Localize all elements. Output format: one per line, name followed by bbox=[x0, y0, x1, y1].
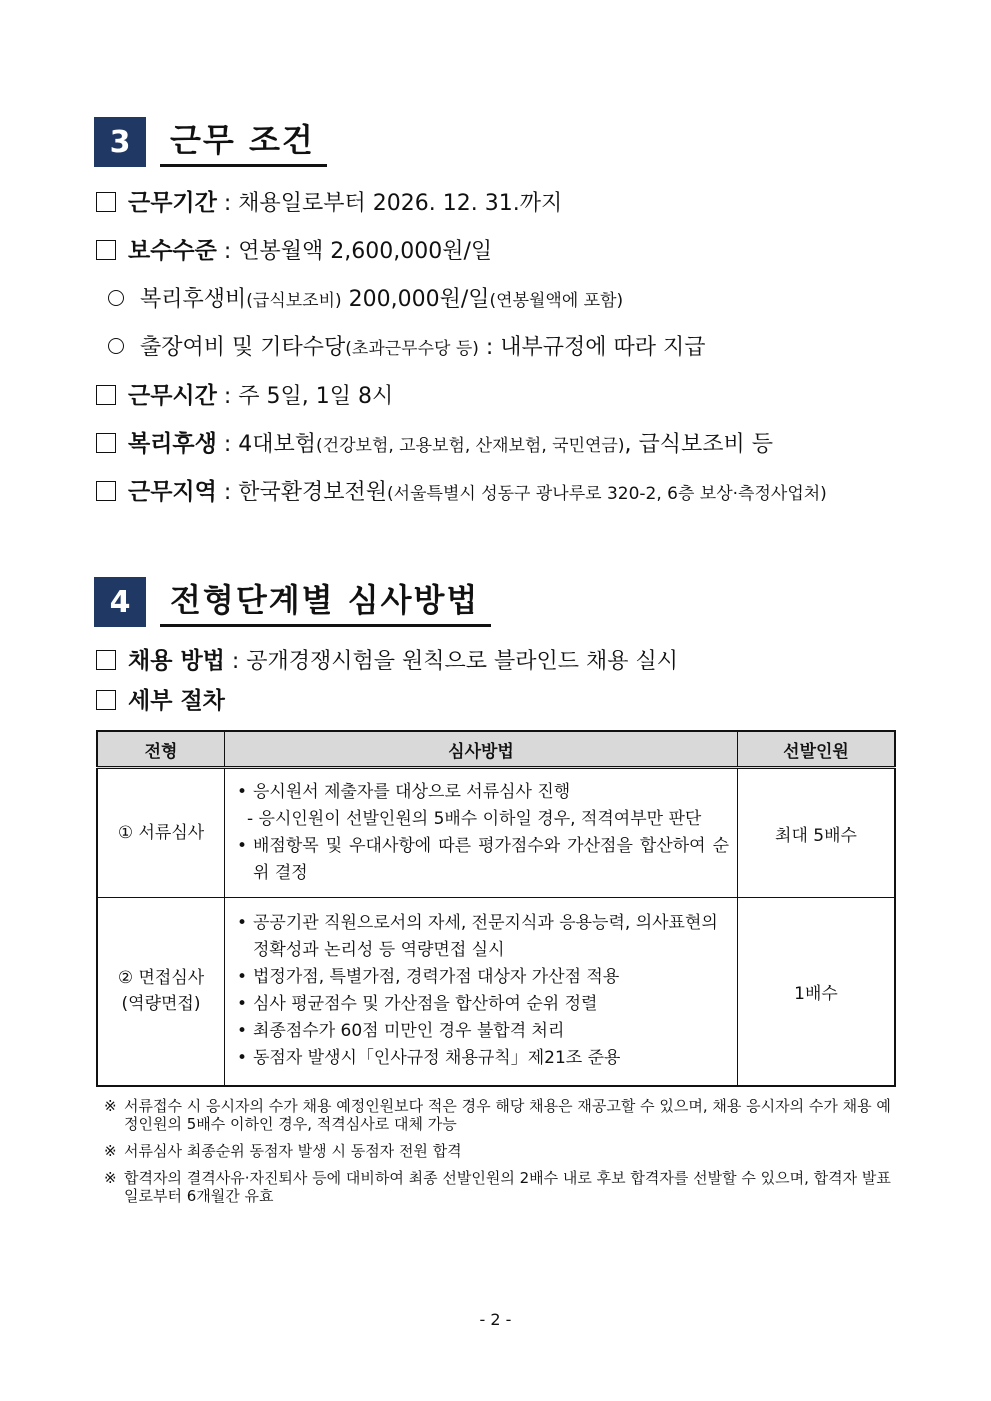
footnote: ※ 서류접수 시 응시자의 수가 채용 예정인원보다 적은 경우 해당 채용은 재공고할 수 있으며, 채용 응시자의 수가 채용 예정인원의 5배수 이하인 경우, 적격심사로 대체 가능 bbox=[104, 1097, 891, 1133]
header-count: 선발인원 bbox=[738, 731, 896, 768]
footnotes bbox=[104, 1097, 896, 1214]
section-3-heading bbox=[94, 117, 327, 167]
header-method: 심사방법 bbox=[225, 731, 738, 768]
list-item: • 응시원서 제출자를 대상으로 서류심사 진행 bbox=[233, 779, 729, 806]
table-row bbox=[97, 768, 895, 898]
item-label: 보수수준 bbox=[128, 238, 217, 264]
benefits-item: 복리후생 : 4대보험(건강보험, 고용보험, 산재보험, 국민연금), 급식보조비 등 bbox=[96, 429, 773, 461]
reference-mark-icon: ※ bbox=[104, 1142, 117, 1160]
footnote: ※ 서류심사 최종순위 동점자 발생 시 동점자 전원 합격 bbox=[104, 1142, 462, 1160]
section-3-number: 3 bbox=[94, 117, 146, 167]
reference-mark-icon: ※ bbox=[104, 1169, 117, 1187]
circle-bullet-icon bbox=[108, 290, 124, 306]
header-stage: 전형 bbox=[97, 731, 225, 768]
work-location-item: 근무지역 : 한국환경보전원(서울특별시 성동구 광나루로 320-2, 6층 보상·측정사업처) bbox=[96, 477, 827, 509]
work-period-item: 근무기간 : 채용일로부터 2026. 12. 31.까지 bbox=[96, 188, 562, 219]
checkbox-square-icon bbox=[96, 240, 116, 260]
reference-mark-icon: ※ bbox=[104, 1097, 117, 1115]
method-cell bbox=[225, 898, 738, 1086]
table-header-row bbox=[97, 731, 895, 768]
checkbox-square-icon bbox=[96, 192, 116, 212]
section-4-heading bbox=[94, 577, 491, 627]
item-label: 채용 방법 bbox=[128, 648, 225, 674]
travel-allowance-subitem: 출장여비 및 기타수당(초과근무수당 등) : 내부규정에 따라 지급 bbox=[108, 333, 706, 364]
section-3-title-underline bbox=[160, 120, 327, 167]
item-value: 공개경쟁시험을 원칙으로 블라인드 채용 실시 bbox=[246, 649, 679, 674]
stage-cell: ② 면접심사 (역량면접) bbox=[97, 898, 225, 1086]
stage-cell: ① 서류심사 bbox=[97, 768, 225, 898]
hiring-method-item: 채용 방법 : 공개경쟁시험을 원칙으로 블라인드 채용 실시 bbox=[96, 646, 678, 677]
table-row bbox=[97, 898, 895, 1086]
list-item: • 동점자 발생시「인사규정 채용규칙」제21조 준용 bbox=[233, 1045, 729, 1072]
list-item: • 공공기관 직원으로서의 자세, 전문지식과 응용능력, 의사표현의 정확성과 논리성 등 역량면접 실시 bbox=[233, 910, 729, 964]
item-value: 채용일로부터 2026. 12. 31.까지 bbox=[238, 191, 563, 216]
item-label: 복리후생 bbox=[128, 431, 217, 457]
footnote: ※ 합격자의 결격사유·자진퇴사 등에 대비하여 최종 선발인원의 2배수 내로 후보 합격자를 선발할 수 있으며, 합격자 발표일로부터 6개월간 유효 bbox=[104, 1169, 891, 1205]
salary-item: 보수수준 : 연봉월액 2,600,000원/일 bbox=[96, 236, 492, 267]
method-cell bbox=[225, 768, 738, 898]
list-item: - 응시인원이 선발인원의 5배수 이하일 경우, 적격여부만 판단 bbox=[247, 809, 702, 829]
screening-table bbox=[96, 730, 896, 1087]
checkbox-square-icon bbox=[96, 690, 116, 710]
list-item: • 심사 평균점수 및 가산점을 합산하여 순위 정렬 bbox=[233, 991, 729, 1018]
work-hours-item: 근무시간 : 주 5일, 1일 8시 bbox=[96, 381, 393, 412]
list-item: • 법정가점, 특별가점, 경력가점 대상자 가산점 적용 bbox=[233, 964, 729, 991]
item-value: 연봉월액 2,600,000원/일 bbox=[238, 239, 493, 264]
checkbox-square-icon bbox=[96, 481, 116, 501]
section-3-title: 근무 조건 bbox=[170, 121, 315, 159]
item-value: 주 5일, 1일 8시 bbox=[238, 384, 394, 409]
item-label: 근무지역 bbox=[128, 479, 217, 505]
count-cell: 최대 5배수 bbox=[738, 768, 896, 898]
section-4-number: 4 bbox=[94, 577, 146, 627]
item-label: 근무시간 bbox=[128, 383, 217, 409]
checkbox-square-icon bbox=[96, 650, 116, 670]
welfare-allowance-subitem: 복리후생비(급식보조비) 200,000원/일(연봉월액에 포함) bbox=[108, 285, 623, 316]
checkbox-square-icon bbox=[96, 385, 116, 405]
section-4-title: 전형단계별 심사방법 bbox=[170, 581, 480, 619]
checkbox-square-icon bbox=[96, 433, 116, 453]
detail-procedure-item bbox=[96, 686, 225, 717]
count-cell: 1배수 bbox=[738, 898, 896, 1086]
section-4-title-underline bbox=[160, 580, 491, 627]
list-item: • 최종점수가 60점 미만인 경우 불합격 처리 bbox=[233, 1018, 729, 1045]
page-number: - 2 - bbox=[479, 1310, 512, 1329]
circle-bullet-icon bbox=[108, 338, 124, 354]
item-label: 근무기간 bbox=[128, 190, 217, 216]
list-item: • 배점항목 및 우대사항에 따른 평가점수와 가산점을 합산하여 순위 결정 bbox=[233, 833, 729, 887]
item-label: 세부 절차 bbox=[128, 688, 225, 714]
